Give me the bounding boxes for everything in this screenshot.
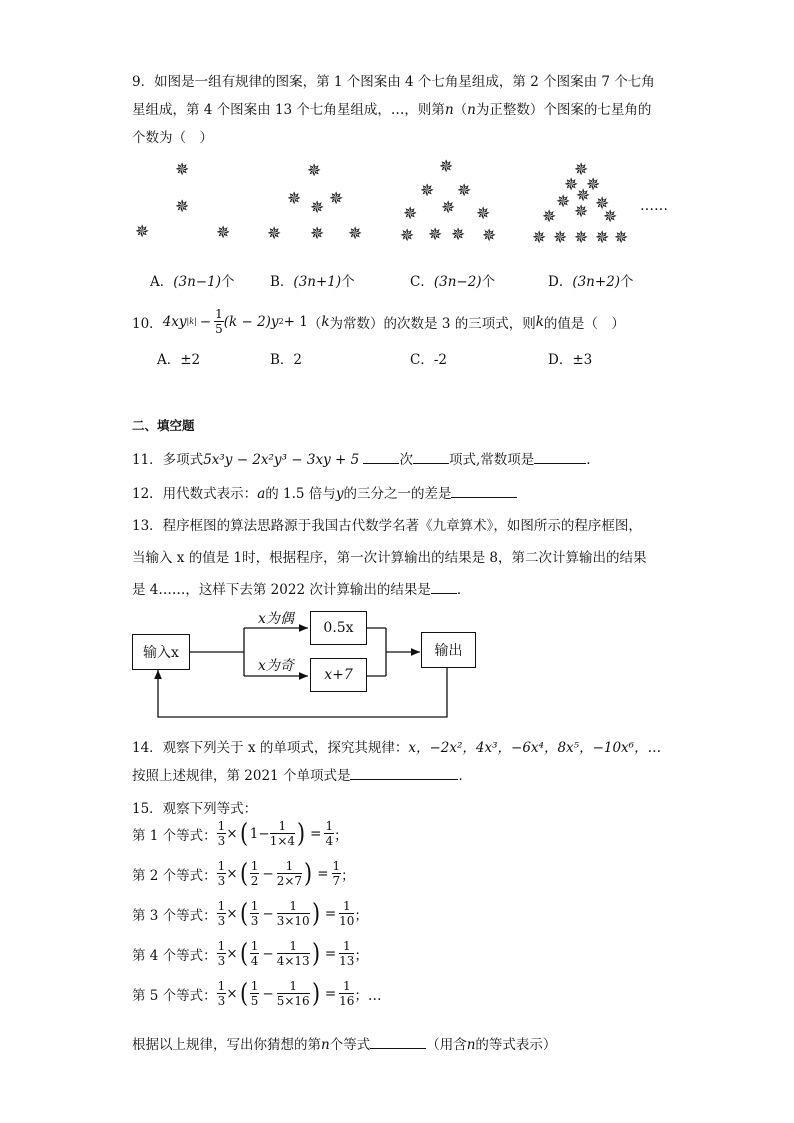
q13-line2: 当输入 x 的值是 1时，根据程序，第一次计算输出的结果是 8，第二次计算输出的结果	[132, 550, 647, 566]
q10-k2: k	[535, 313, 544, 330]
q13-line1: 13．程序框图的算法思路源于我国古代数学名著《九章算术》，如图所示的程序框图，	[132, 518, 642, 534]
q10-option-c[interactable]	[410, 348, 447, 368]
q10-exp2: 2	[278, 317, 284, 326]
q10-text-b: 为常数）的次数是 3 的三项式，则	[329, 315, 536, 332]
flow-odd-box	[310, 658, 367, 692]
flow-output-label: 输出	[434, 643, 463, 659]
seven-point-star-icon: ✵	[400, 226, 415, 246]
frac-result: $\frac{1}{4}$	[325, 819, 334, 848]
q10-option-b[interactable]	[270, 348, 302, 368]
q11-text-1: 次	[399, 452, 413, 468]
eq-label: 第 4 个等式：	[132, 947, 217, 964]
frac-one-third: $\frac{1}{3}$	[217, 859, 226, 888]
q13-line3-text: 是 4……，这样下去第 2022 次计算输出的结果是	[132, 582, 431, 598]
option-label: C．	[410, 274, 434, 290]
option-expr: (3n−1)	[173, 274, 221, 290]
q9-line2	[132, 98, 651, 118]
q12-var-y: y	[335, 486, 344, 502]
q10-stem	[132, 308, 625, 335]
frac-one-over-k: $\frac{1}{5}$	[250, 979, 259, 1008]
q10-fraction	[214, 308, 224, 335]
q10-exp: |k|	[186, 317, 197, 326]
option-label: B．	[270, 274, 294, 290]
q9-line2c: 为正整数）个图案的七星角的	[475, 102, 652, 118]
option-label: B．	[270, 352, 294, 368]
times-sign: ×	[226, 865, 238, 882]
q12-text-c: 的三分之一的差是	[343, 486, 452, 502]
q9-n2: n	[467, 102, 476, 118]
times-sign: ×	[226, 905, 238, 922]
q10-k1: k	[321, 313, 330, 330]
q11-blank-2[interactable]	[413, 449, 449, 464]
eq-one-minus: 1−	[249, 825, 270, 842]
frac-result: $\frac{1}{7}$	[332, 859, 341, 888]
frac-one-third: $\frac{1}{3}$	[217, 979, 226, 1008]
q15-last-c: （用含	[426, 1037, 467, 1053]
q15-blank[interactable]	[370, 1034, 426, 1049]
option-expr: (3n+1)	[293, 274, 342, 290]
q9-ellipsis: ……	[640, 198, 668, 214]
frac-one-over-product: $\frac{1}{4\times 13}$	[276, 939, 310, 968]
seven-point-star-icon: ✵	[595, 228, 610, 248]
frac-one-third: $\frac{1}{3}$	[217, 819, 226, 848]
seven-point-star-icon: ✵	[310, 224, 325, 244]
q11-polynomial: 5x³y − 2x²y³ − 3xy + 5	[203, 452, 360, 468]
seven-point-star-icon: ✵	[348, 224, 363, 244]
q14-blank[interactable]	[350, 765, 458, 780]
q14-terms: x，−2x²，4x³，−6x⁴，8x⁵，−10x⁶，…	[408, 740, 662, 756]
seven-point-star-icon: ✵	[574, 160, 589, 180]
q13-end: ．	[456, 582, 471, 598]
eq-tail: ；	[354, 907, 368, 924]
q12-text-b: 的 1.5 倍与	[265, 486, 336, 502]
eq-tail: ；…	[354, 987, 382, 1004]
frac-result: $\frac{1}{13}$	[339, 939, 355, 968]
q15-equation: 第 5 个等式： $\frac{1}{3}$ × ( $\frac{1}{5}$ − $\frac{1}{5\times 16}$ ) = $\frac{1}{16}$ ；…	[132, 978, 382, 1009]
seven-point-star-icon: ✵	[175, 197, 190, 217]
option-unit: 个	[620, 274, 634, 290]
q11-blank-1[interactable]	[363, 449, 399, 464]
option-unit: 个	[341, 274, 355, 290]
seven-point-star-icon: ✵	[553, 228, 568, 248]
seven-point-star-icon: ✵	[532, 228, 547, 248]
q10-number: 10．	[132, 315, 163, 332]
q15-equation: 第 2 个等式： $\frac{1}{3}$ × ( $\frac{1}{2}$ − $\frac{1}{2\times 7}$ ) = $\frac{1}{7}$ ；	[132, 858, 355, 889]
q15-equation: 第 4 个等式： $\frac{1}{3}$ × ( $\frac{1}{4}$ − $\frac{1}{4\times 13}$ ) = $\frac{1}{13}$ ；	[132, 938, 368, 969]
seven-point-star-icon: ✵	[586, 175, 601, 195]
q9-line3: 个数为（ ）	[132, 130, 213, 146]
seven-point-star-icon: ✵	[439, 157, 454, 177]
seven-point-star-icon: ✵	[574, 228, 589, 248]
option-label: D．	[548, 274, 573, 290]
frac-result: $\frac{1}{16}$	[339, 979, 355, 1008]
seven-point-star-icon: ✵	[403, 204, 418, 224]
seven-point-star-icon: ✵	[482, 226, 497, 246]
seven-point-star-icon: ✵	[329, 189, 344, 209]
seven-point-star-icon: ✵	[451, 225, 466, 245]
eq-tail: ；	[354, 947, 368, 964]
option-label: D．	[548, 352, 573, 368]
seven-point-star-icon: ✵	[310, 198, 325, 218]
q15-n2: n	[466, 1037, 476, 1053]
seven-point-star-icon: ✵	[603, 207, 618, 227]
frac-one-over-k: $\frac{1}{2}$	[250, 859, 259, 888]
q14-line1	[132, 736, 661, 756]
seven-point-star-icon: ✵	[576, 186, 591, 206]
q12-blank[interactable]	[451, 483, 517, 498]
frac-one-over-product: $\frac{1}{1\times 4}$	[269, 819, 296, 848]
frac-one-third: $\frac{1}{3}$	[217, 899, 226, 928]
option-value: 2	[293, 352, 303, 368]
eq-tail: ；	[334, 827, 348, 844]
seven-point-star-icon: ✵	[135, 222, 150, 242]
seven-point-star-icon: ✵	[614, 228, 629, 248]
q11-blank-3[interactable]	[534, 449, 586, 464]
flow-even-op: 0.5x	[323, 620, 354, 636]
q12	[132, 482, 517, 502]
seven-point-star-icon: ✵	[420, 181, 435, 201]
q9-option-c[interactable]	[410, 270, 495, 290]
q13-line3	[132, 578, 470, 598]
frac-one-over-product: $\frac{1}{3\times 10}$	[276, 899, 310, 928]
seven-point-star-icon: ✵	[574, 202, 589, 222]
seven-point-star-icon: ✵	[175, 160, 190, 180]
q9-line2a: 星组成，第 4 个图案由 13 个七角星组成，…，则第	[132, 102, 445, 118]
frac-one-third: $\frac{1}{3}$	[217, 939, 226, 968]
frac-den: 5	[215, 322, 223, 336]
q14-line2	[132, 764, 472, 784]
seven-point-star-icon: ✵	[476, 204, 491, 224]
option-value: ±3	[572, 352, 593, 368]
flow-input-label: 输入x	[143, 645, 179, 661]
seven-point-star-icon: ✵	[441, 198, 456, 218]
q15-n: n	[321, 1037, 330, 1053]
q14-text: 14．观察下列关于 x 的单项式，探究其规律：	[132, 740, 409, 756]
q15-last-a: 根据以上规律，写出你猜想的第	[132, 1037, 321, 1053]
option-expr: (3n+2)	[572, 274, 621, 290]
q9-n1: n	[444, 102, 454, 118]
option-label: C．	[410, 352, 434, 368]
frac-one-over-product: $\frac{1}{2\times 7}$	[276, 859, 303, 888]
q9-option-d[interactable]	[548, 270, 634, 290]
times-sign: ×	[226, 945, 238, 962]
option-unit: 个	[220, 274, 235, 290]
option-value: ±2	[180, 352, 201, 368]
q9-line2b: （	[453, 102, 468, 118]
flow-even-label: x为偶	[258, 611, 294, 627]
frac-result: $\frac{1}{10}$	[339, 899, 355, 928]
flow-odd-op: x+7	[324, 667, 353, 683]
q15-equation: 第 1 个等式： $\frac{1}{3}$ × ( 1− $\frac{1}{1\times 4}$ ) = $\frac{1}{4}$ ；	[132, 818, 348, 849]
flow-input-box	[132, 634, 190, 670]
q14-line2-text: 按照上述规律，第 2021 个单项式是	[132, 768, 351, 784]
seven-point-star-icon: ✵	[428, 225, 443, 245]
q11	[132, 448, 591, 468]
seven-point-star-icon: ✵	[595, 194, 610, 214]
eq-label: 第 3 个等式：	[132, 907, 217, 924]
eq-tail: ；	[341, 867, 355, 884]
q11-text-2: 项式,常数项是	[448, 452, 535, 468]
q15-title: 15．观察下列等式：	[132, 801, 258, 817]
q15-last-line	[132, 1033, 556, 1053]
seven-point-star-icon: ✵	[556, 192, 571, 212]
times-sign: ×	[226, 985, 238, 1002]
option-label: A．	[150, 274, 174, 290]
q12-text-a: 12．用代数式表示：	[132, 486, 258, 502]
q14-end: ．	[458, 768, 472, 784]
option-expr: (3n−2)	[433, 274, 482, 290]
q10-option-d[interactable]	[548, 348, 592, 368]
q10-text-c: 的值是（ ）	[543, 315, 625, 332]
q11-number: 11．多项式	[132, 452, 204, 468]
seven-point-star-icon: ✵	[457, 181, 472, 201]
eq-label: 第 5 个等式：	[132, 987, 217, 1004]
eq-label: 第 2 个等式：	[132, 867, 217, 884]
option-value: -2	[433, 352, 447, 368]
q9-line1: 9．如图是一组有规律的图案，第 1 个图案由 4 个七角星组成，第 2 个图案由 7 个七角	[132, 74, 655, 90]
q15-last-d: 的等式表示）	[475, 1037, 557, 1053]
q11-end: .	[586, 452, 591, 468]
flow-odd-label: x为奇	[258, 658, 294, 674]
times-sign: ×	[226, 825, 238, 842]
q10-option-a[interactable]	[157, 348, 200, 368]
section-title: 二、填空题	[132, 418, 195, 433]
q10-expr-b: (k − 2)y	[223, 313, 279, 330]
flow-output-box	[421, 632, 476, 668]
seven-point-star-icon: ✵	[287, 189, 302, 209]
q9-option-b[interactable]	[270, 270, 355, 290]
frac-one-over-k: $\frac{1}{3}$	[250, 899, 259, 928]
frac-one-over-product: $\frac{1}{5\times 16}$	[276, 979, 310, 1008]
frac-num: 1	[215, 307, 223, 321]
q10-minus: −	[199, 313, 212, 330]
q10-expr-a: 4xy	[162, 313, 187, 330]
q10-expr-c: + 1	[283, 313, 308, 330]
seven-point-star-icon: ✵	[564, 175, 579, 195]
q13-blank[interactable]	[431, 579, 457, 594]
q9-option-a[interactable]	[150, 270, 234, 290]
frac-one-over-k: $\frac{1}{4}$	[250, 939, 259, 968]
flow-even-box	[310, 611, 367, 645]
seven-point-star-icon: ✵	[307, 161, 322, 181]
seven-point-star-icon: ✵	[216, 223, 231, 243]
eq-label: 第 1 个等式：	[132, 827, 217, 844]
q12-var-a: a	[257, 486, 266, 502]
seven-point-star-icon: ✵	[267, 224, 282, 244]
option-label: A．	[157, 352, 181, 368]
seven-point-star-icon: ✵	[542, 207, 557, 227]
q15-last-b: 个等式	[329, 1037, 371, 1053]
q10-text-a: （	[307, 315, 322, 332]
q15-equation: 第 3 个等式： $\frac{1}{3}$ × ( $\frac{1}{3}$ − $\frac{1}{3\times 10}$ ) = $\frac{1}{10}$ ；	[132, 898, 368, 929]
option-unit: 个	[481, 274, 496, 290]
